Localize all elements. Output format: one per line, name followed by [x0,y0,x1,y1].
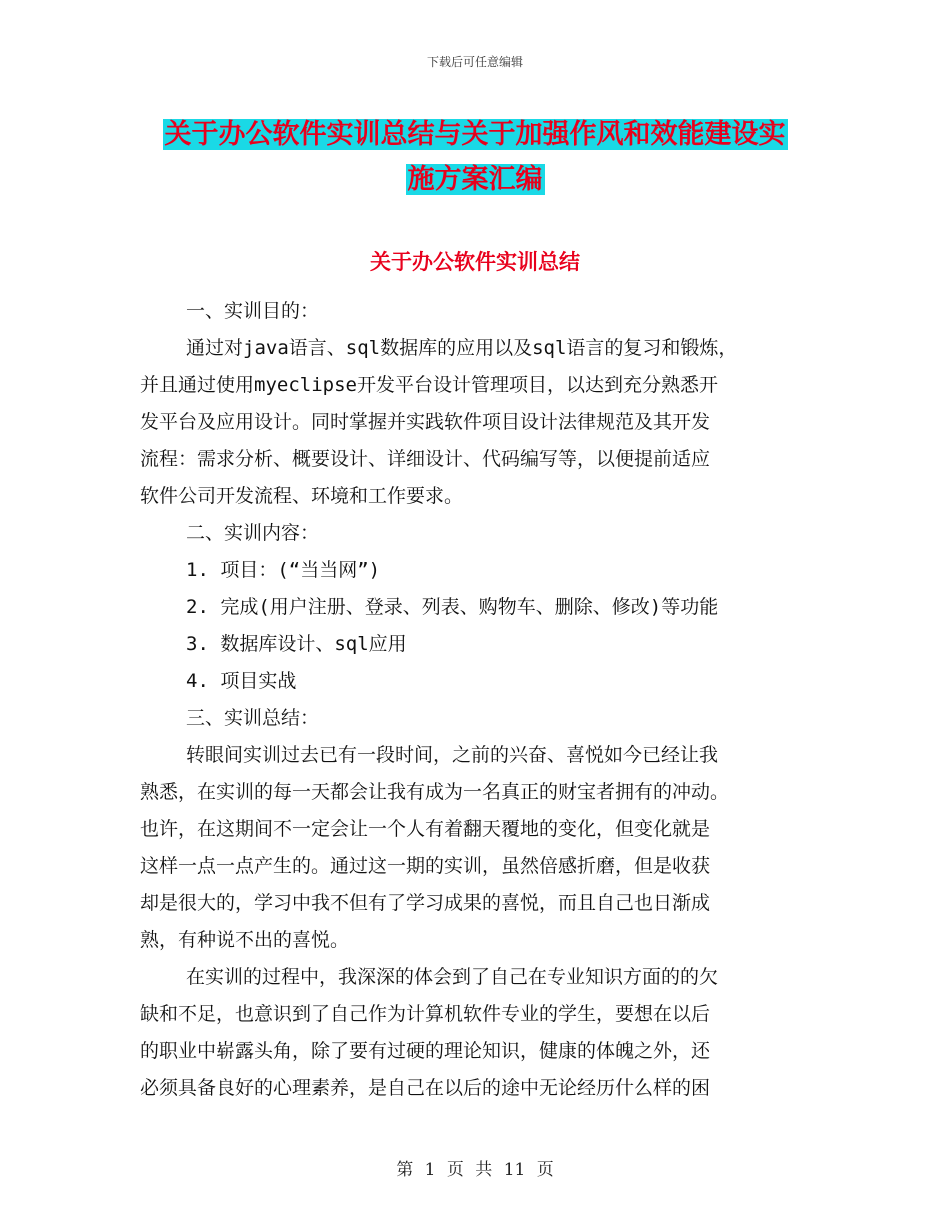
paragraph-line: 也许，在这期间不一定会让一个人有着翻天覆地的变化，但变化就是 [140,818,711,840]
body-heading: 一、实训目的： [186,300,320,322]
paragraph-line: 软件公司开发流程、环境和工作要求。 [140,485,464,507]
document-title [0,112,950,202]
body-heading: 三、实训总结： [186,707,320,729]
title-line [0,112,950,157]
paragraph-line: 熟悉，在实训的每一天都会让我有成为一名真正的财宝者拥有的冲动。 [140,781,730,803]
body-heading: 二、实训内容： [186,522,320,544]
paragraph [140,737,810,959]
body-heading: 4. 项目实战 [186,670,297,692]
paragraph-line: 却是很大的，学习中我不但有了学习成果的喜悦，而且自己也日渐成 [140,892,711,914]
paragraph-line: 缺和不足，也意识到了自己作为计算机软件专业的学生，要想在以后 [140,1003,711,1025]
paragraph-line: 流程：需求分析、概要设计、详细设计、代码编写等，以便提前适应 [140,448,711,470]
body-text [140,293,810,1107]
paragraph-line: 并且通过使用myeclipse开发平台设计管理项目，以达到充分熟悉开 [140,374,718,396]
body-heading: 2. 完成(用户注册、登录、列表、购物车、删除、修改)等功能 [186,596,719,618]
paragraph-line: 这样一点一点产生的。通过这一期的实训，虽然倍感折磨，但是收获 [140,855,711,877]
paragraph-line: 在实训的过程中，我深深的体会到了自己在专业知识方面的的欠 [186,966,719,988]
body-heading: 3. 数据库设计、sql应用 [186,633,407,655]
paragraph-line: 必须具备良好的心理素养，是自己在以后的途中无论经历什么样的困 [140,1077,711,1099]
page-footer: 第 1 页 共 11 页 [396,1160,554,1180]
title-line [0,157,950,202]
title-line-2: 施方案汇编 [407,164,543,195]
paragraph [140,959,810,1107]
body-heading: 1. 项目：(“当当网”) [186,559,381,581]
paragraph-line: 通过对java语言、sql数据库的应用以及sql语言的复习和锻炼， [186,337,738,359]
header-note: 下载后可任意编辑 [426,55,523,69]
title-line-1: 关于办公软件实训总结与关于加强作风和效能建设实 [164,119,786,150]
paragraph-line: 的职业中崭露头角，除了要有过硬的理论知识，健康的体魄之外，还 [140,1040,711,1062]
paragraph [140,330,810,515]
section-title: 关于办公软件实训总结 [370,249,580,274]
paragraph-line: 熟，有种说不出的喜悦。 [140,929,350,951]
paragraph-line: 转眼间实训过去已有一段时间，之前的兴奋、喜悦如今已经让我 [186,744,719,766]
paragraph-line: 发平台及应用设计。同时掌握并实践软件项目设计法律规范及其开发 [140,411,711,433]
